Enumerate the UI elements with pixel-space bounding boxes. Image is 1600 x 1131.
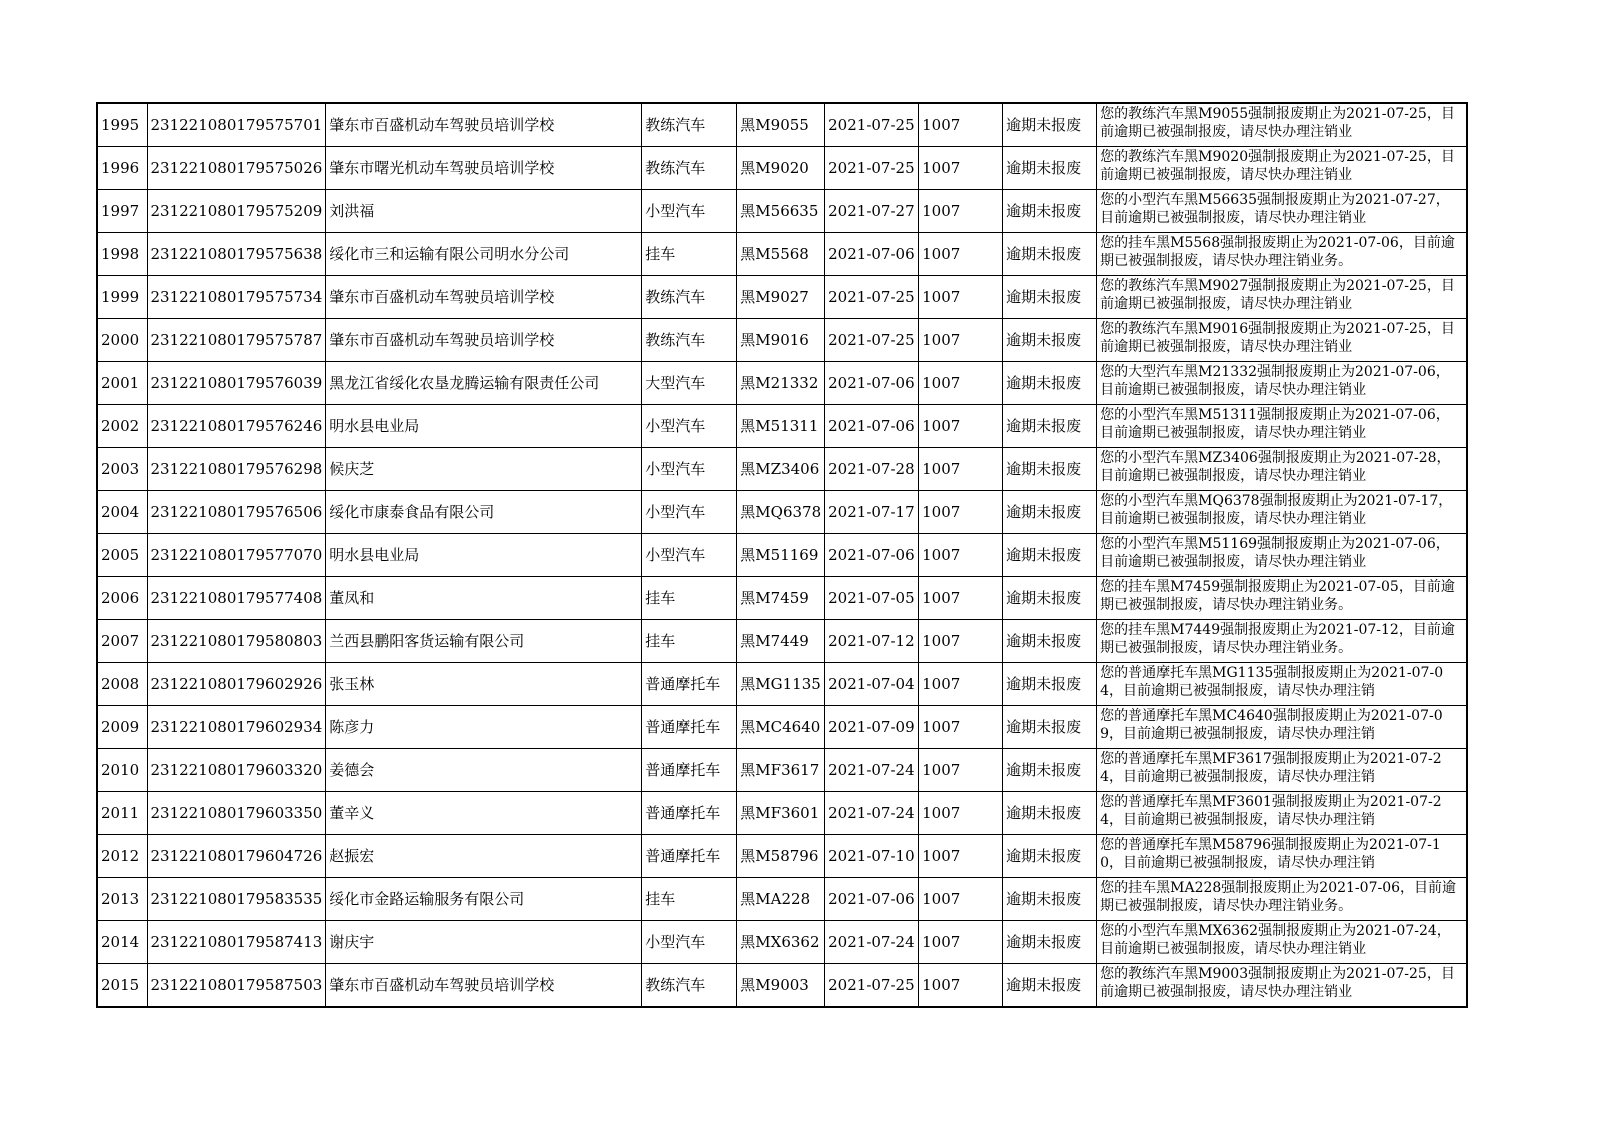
cell-serial-number: 2013 (97, 878, 147, 921)
cell-plate-number: 黑M9055 (737, 103, 825, 147)
cell-owner-name: 刘洪福 (326, 190, 642, 233)
cell-status: 逾期未报废 (1003, 103, 1097, 147)
cell-plate-number: 黑MQ6378 (737, 491, 825, 534)
cell-serial-number: 2008 (97, 663, 147, 706)
cell-record-id: 231221080179583535 (147, 878, 326, 921)
cell-serial-number: 2010 (97, 749, 147, 792)
table-row (97, 362, 1467, 405)
cell-plate-number: 黑M9027 (737, 276, 825, 319)
cell-plate-number: 黑M5568 (737, 233, 825, 276)
cell-record-id: 231221080179575638 (147, 233, 326, 276)
cell-owner-name: 肇东市百盛机动车驾驶员培训学校 (326, 103, 642, 147)
cell-serial-number: 1996 (97, 147, 147, 190)
cell-record-id: 231221080179587413 (147, 921, 326, 964)
cell-vehicle-type: 教练汽车 (642, 964, 737, 1008)
cell-plate-number: 黑M9016 (737, 319, 825, 362)
cell-owner-name: 绥化市三和运输有限公司明水分公司 (326, 233, 642, 276)
cell-owner-name: 候庆芝 (326, 448, 642, 491)
cell-record-id: 231221080179602926 (147, 663, 326, 706)
notice-message-text: 您的小型汽车黑M51311强制报废期止为2021-07-06，目前逾期已被强制报废，请尽快办理注销业 (1100, 407, 1450, 441)
table-row (97, 233, 1467, 276)
cell-vehicle-type: 普通摩托车 (642, 792, 737, 835)
cell-plate-number: 黑M9020 (737, 147, 825, 190)
cell-notice-message (1097, 706, 1467, 749)
cell-code: 1007 (919, 491, 1003, 534)
notice-message-text: 您的普通摩托车黑MF3617强制报废期止为2021-07-24，目前逾期已被强制报废，请尽快办理注销 (1100, 751, 1442, 785)
cell-notice-message (1097, 362, 1467, 405)
cell-owner-name: 黑龙江省绥化农垦龙腾运输有限责任公司 (326, 362, 642, 405)
cell-status: 逾期未报废 (1003, 792, 1097, 835)
notice-message-text: 您的教练汽车黑M9016强制报废期止为2021-07-25，目前逾期已被强制报废，请尽快办理注销业 (1100, 321, 1455, 355)
cell-status: 逾期未报废 (1003, 663, 1097, 706)
table-row (97, 749, 1467, 792)
cell-code: 1007 (919, 103, 1003, 147)
cell-notice-message (1097, 448, 1467, 491)
cell-vehicle-type: 小型汽车 (642, 921, 737, 964)
cell-vehicle-type: 挂车 (642, 878, 737, 921)
cell-notice-message (1097, 405, 1467, 448)
cell-status: 逾期未报废 (1003, 921, 1097, 964)
cell-vehicle-type: 小型汽车 (642, 534, 737, 577)
cell-notice-message (1097, 233, 1467, 276)
cell-notice-message (1097, 534, 1467, 577)
cell-plate-number: 黑MF3601 (737, 792, 825, 835)
cell-notice-message (1097, 319, 1467, 362)
cell-serial-number: 2001 (97, 362, 147, 405)
cell-owner-name: 肇东市百盛机动车驾驶员培训学校 (326, 964, 642, 1008)
table-row (97, 448, 1467, 491)
cell-notice-message (1097, 878, 1467, 921)
cell-plate-number: 黑M58796 (737, 835, 825, 878)
cell-status: 逾期未报废 (1003, 706, 1097, 749)
cell-owner-name: 肇东市曙光机动车驾驶员培训学校 (326, 147, 642, 190)
cell-owner-name: 绥化市金路运输服务有限公司 (326, 878, 642, 921)
table-row (97, 706, 1467, 749)
cell-serial-number: 2004 (97, 491, 147, 534)
cell-owner-name: 赵振宏 (326, 835, 642, 878)
notice-message-text: 您的小型汽车黑MQ6378强制报废期止为2021-07-17，目前逾期已被强制报废，请尽快办理注销业 (1100, 493, 1453, 527)
notice-message-text: 您的挂车黑M7449强制报废期止为2021-07-12，目前逾期已被强制报废，请尽快办理注销业务。 (1100, 622, 1455, 656)
cell-vehicle-type: 小型汽车 (642, 405, 737, 448)
notice-message-text: 您的挂车黑M7459强制报废期止为2021-07-05，目前逾期已被强制报废，请尽快办理注销业务。 (1100, 579, 1455, 613)
cell-plate-number: 黑MX6362 (737, 921, 825, 964)
cell-owner-name: 董凤和 (326, 577, 642, 620)
cell-scrap-date: 2021-07-27 (825, 190, 919, 233)
notice-message-text: 您的普通摩托车黑MC4640强制报废期止为2021-07-09，目前逾期已被强制报废，请尽快办理注销 (1100, 708, 1443, 742)
notice-message-text: 您的小型汽车黑M56635强制报废期止为2021-07-27，目前逾期已被强制报废，请尽快办理注销业 (1100, 192, 1450, 226)
cell-vehicle-type: 小型汽车 (642, 448, 737, 491)
cell-serial-number: 2002 (97, 405, 147, 448)
cell-scrap-date: 2021-07-04 (825, 663, 919, 706)
cell-plate-number: 黑M7449 (737, 620, 825, 663)
cell-scrap-date: 2021-07-25 (825, 103, 919, 147)
cell-status: 逾期未报废 (1003, 835, 1097, 878)
cell-record-id: 231221080179602934 (147, 706, 326, 749)
cell-plate-number: 黑MG1135 (737, 663, 825, 706)
cell-status: 逾期未报废 (1003, 534, 1097, 577)
cell-plate-number: 黑MF3617 (737, 749, 825, 792)
cell-owner-name: 姜德会 (326, 749, 642, 792)
cell-scrap-date: 2021-07-25 (825, 319, 919, 362)
cell-vehicle-type: 教练汽车 (642, 319, 737, 362)
cell-notice-message (1097, 190, 1467, 233)
cell-code: 1007 (919, 749, 1003, 792)
cell-code: 1007 (919, 233, 1003, 276)
notice-message-text: 您的普通摩托车黑M58796强制报废期止为2021-07-10，目前逾期已被强制报废，请尽快办理注销 (1100, 837, 1441, 871)
cell-notice-message (1097, 620, 1467, 663)
cell-record-id: 231221080179603320 (147, 749, 326, 792)
vehicle-scrap-table (96, 102, 1468, 1008)
cell-owner-name: 肇东市百盛机动车驾驶员培训学校 (326, 276, 642, 319)
cell-vehicle-type: 教练汽车 (642, 276, 737, 319)
cell-status: 逾期未报废 (1003, 964, 1097, 1008)
cell-notice-message (1097, 921, 1467, 964)
cell-vehicle-type: 挂车 (642, 620, 737, 663)
cell-code: 1007 (919, 835, 1003, 878)
cell-code: 1007 (919, 147, 1003, 190)
cell-status: 逾期未报废 (1003, 319, 1097, 362)
cell-status: 逾期未报废 (1003, 190, 1097, 233)
table-row (97, 534, 1467, 577)
cell-code: 1007 (919, 964, 1003, 1008)
cell-notice-message (1097, 577, 1467, 620)
cell-notice-message (1097, 792, 1467, 835)
cell-status: 逾期未报废 (1003, 577, 1097, 620)
cell-status: 逾期未报废 (1003, 362, 1097, 405)
cell-record-id: 231221080179576039 (147, 362, 326, 405)
cell-record-id: 231221080179577408 (147, 577, 326, 620)
notice-message-text: 您的挂车黑MA228强制报废期止为2021-07-06，目前逾期已被强制报废，请尽快办理注销业务。 (1100, 880, 1457, 914)
table-row (97, 577, 1467, 620)
cell-notice-message (1097, 663, 1467, 706)
cell-serial-number: 2012 (97, 835, 147, 878)
cell-record-id: 231221080179576506 (147, 491, 326, 534)
notice-message-text: 您的大型汽车黑M21332强制报废期止为2021-07-06，目前逾期已被强制报废，请尽快办理注销业 (1100, 364, 1450, 398)
cell-vehicle-type: 普通摩托车 (642, 706, 737, 749)
cell-plate-number: 黑MZ3406 (737, 448, 825, 491)
cell-code: 1007 (919, 190, 1003, 233)
table-row (97, 319, 1467, 362)
table-row (97, 620, 1467, 663)
cell-owner-name: 谢庆宇 (326, 921, 642, 964)
cell-code: 1007 (919, 921, 1003, 964)
table-row (97, 964, 1467, 1008)
cell-code: 1007 (919, 792, 1003, 835)
cell-status: 逾期未报废 (1003, 276, 1097, 319)
cell-serial-number: 1997 (97, 190, 147, 233)
cell-code: 1007 (919, 362, 1003, 405)
cell-vehicle-type: 普通摩托车 (642, 663, 737, 706)
notice-message-text: 您的教练汽车黑M9027强制报废期止为2021-07-25，目前逾期已被强制报废，请尽快办理注销业 (1100, 278, 1455, 312)
cell-code: 1007 (919, 663, 1003, 706)
cell-scrap-date: 2021-07-24 (825, 792, 919, 835)
cell-code: 1007 (919, 405, 1003, 448)
cell-serial-number: 1995 (97, 103, 147, 147)
table-row (97, 921, 1467, 964)
notice-message-text: 您的挂车黑M5568强制报废期止为2021-07-06，目前逾期已被强制报废，请尽快办理注销业务。 (1100, 235, 1455, 269)
cell-serial-number: 1998 (97, 233, 147, 276)
table-row (97, 835, 1467, 878)
cell-scrap-date: 2021-07-10 (825, 835, 919, 878)
cell-scrap-date: 2021-07-17 (825, 491, 919, 534)
cell-scrap-date: 2021-07-06 (825, 362, 919, 405)
cell-code: 1007 (919, 878, 1003, 921)
table-row (97, 103, 1467, 147)
cell-status: 逾期未报废 (1003, 491, 1097, 534)
cell-code: 1007 (919, 706, 1003, 749)
cell-notice-message (1097, 491, 1467, 534)
cell-serial-number: 2014 (97, 921, 147, 964)
cell-record-id: 231221080179575734 (147, 276, 326, 319)
notice-message-text: 您的教练汽车黑M9003强制报废期止为2021-07-25，目前逾期已被强制报废，请尽快办理注销业 (1100, 966, 1455, 1000)
notice-message-text: 您的教练汽车黑M9020强制报废期止为2021-07-25，目前逾期已被强制报废，请尽快办理注销业 (1100, 149, 1455, 183)
cell-scrap-date: 2021-07-06 (825, 405, 919, 448)
cell-vehicle-type: 普通摩托车 (642, 835, 737, 878)
notice-message-text: 您的小型汽车黑MX6362强制报废期止为2021-07-24，目前逾期已被强制报废，请尽快办理注销业 (1100, 923, 1451, 957)
cell-record-id: 231221080179576298 (147, 448, 326, 491)
cell-scrap-date: 2021-07-28 (825, 448, 919, 491)
table-row (97, 663, 1467, 706)
cell-owner-name: 肇东市百盛机动车驾驶员培训学校 (326, 319, 642, 362)
cell-status: 逾期未报废 (1003, 405, 1097, 448)
cell-notice-message (1097, 147, 1467, 190)
cell-plate-number: 黑M21332 (737, 362, 825, 405)
cell-record-id: 231221080179575787 (147, 319, 326, 362)
cell-notice-message (1097, 749, 1467, 792)
cell-scrap-date: 2021-07-24 (825, 749, 919, 792)
cell-scrap-date: 2021-07-09 (825, 706, 919, 749)
cell-plate-number: 黑M9003 (737, 964, 825, 1008)
cell-record-id: 231221080179575701 (147, 103, 326, 147)
cell-owner-name: 陈彦力 (326, 706, 642, 749)
cell-record-id: 231221080179575026 (147, 147, 326, 190)
cell-code: 1007 (919, 620, 1003, 663)
cell-serial-number: 2000 (97, 319, 147, 362)
cell-scrap-date: 2021-07-25 (825, 147, 919, 190)
cell-serial-number: 2015 (97, 964, 147, 1008)
cell-record-id: 231221080179575209 (147, 190, 326, 233)
table-row (97, 405, 1467, 448)
cell-plate-number: 黑M51169 (737, 534, 825, 577)
cell-serial-number: 2006 (97, 577, 147, 620)
cell-scrap-date: 2021-07-24 (825, 921, 919, 964)
cell-scrap-date: 2021-07-25 (825, 964, 919, 1008)
cell-status: 逾期未报废 (1003, 448, 1097, 491)
cell-owner-name: 绥化市康泰食品有限公司 (326, 491, 642, 534)
cell-plate-number: 黑M7459 (737, 577, 825, 620)
cell-record-id: 231221080179577070 (147, 534, 326, 577)
cell-status: 逾期未报废 (1003, 233, 1097, 276)
table-row (97, 792, 1467, 835)
cell-record-id: 231221080179587503 (147, 964, 326, 1008)
cell-scrap-date: 2021-07-12 (825, 620, 919, 663)
cell-vehicle-type: 挂车 (642, 233, 737, 276)
notice-message-text: 您的教练汽车黑M9055强制报废期止为2021-07-25，目前逾期已被强制报废，请尽快办理注销业 (1100, 106, 1455, 140)
notice-message-text: 您的小型汽车黑MZ3406强制报废期止为2021-07-28，目前逾期已被强制报废，请尽快办理注销业 (1100, 450, 1451, 484)
cell-code: 1007 (919, 448, 1003, 491)
cell-code: 1007 (919, 319, 1003, 362)
cell-status: 逾期未报废 (1003, 749, 1097, 792)
notice-message-text: 您的小型汽车黑M51169强制报废期止为2021-07-06，目前逾期已被强制报废，请尽快办理注销业 (1100, 536, 1450, 570)
cell-owner-name: 明水县电业局 (326, 405, 642, 448)
cell-notice-message (1097, 276, 1467, 319)
cell-code: 1007 (919, 276, 1003, 319)
cell-plate-number: 黑MA228 (737, 878, 825, 921)
cell-code: 1007 (919, 577, 1003, 620)
cell-plate-number: 黑MC4640 (737, 706, 825, 749)
cell-record-id: 231221080179576246 (147, 405, 326, 448)
cell-vehicle-type: 小型汽车 (642, 190, 737, 233)
cell-serial-number: 2011 (97, 792, 147, 835)
cell-vehicle-type: 小型汽车 (642, 491, 737, 534)
cell-scrap-date: 2021-07-06 (825, 233, 919, 276)
cell-plate-number: 黑M51311 (737, 405, 825, 448)
cell-notice-message (1097, 964, 1467, 1008)
notice-message-text: 您的普通摩托车黑MF3601强制报废期止为2021-07-24，目前逾期已被强制报废，请尽快办理注销 (1100, 794, 1442, 828)
cell-serial-number: 2005 (97, 534, 147, 577)
cell-serial-number: 2007 (97, 620, 147, 663)
cell-vehicle-type: 教练汽车 (642, 147, 737, 190)
cell-vehicle-type: 教练汽车 (642, 103, 737, 147)
cell-record-id: 231221080179604726 (147, 835, 326, 878)
cell-serial-number: 1999 (97, 276, 147, 319)
notice-message-text: 您的普通摩托车黑MG1135强制报废期止为2021-07-04，目前逾期已被强制报废，请尽快办理注销 (1100, 665, 1444, 699)
cell-status: 逾期未报废 (1003, 147, 1097, 190)
cell-vehicle-type: 大型汽车 (642, 362, 737, 405)
cell-plate-number: 黑M56635 (737, 190, 825, 233)
cell-record-id: 231221080179580803 (147, 620, 326, 663)
table-row (97, 276, 1467, 319)
table-row (97, 190, 1467, 233)
cell-notice-message (1097, 835, 1467, 878)
cell-record-id: 231221080179603350 (147, 792, 326, 835)
cell-scrap-date: 2021-07-06 (825, 878, 919, 921)
cell-scrap-date: 2021-07-05 (825, 577, 919, 620)
cell-code: 1007 (919, 534, 1003, 577)
cell-status: 逾期未报废 (1003, 878, 1097, 921)
cell-serial-number: 2009 (97, 706, 147, 749)
cell-notice-message (1097, 103, 1467, 147)
table-row (97, 491, 1467, 534)
cell-owner-name: 董辛义 (326, 792, 642, 835)
cell-owner-name: 兰西县鹏阳客货运输有限公司 (326, 620, 642, 663)
cell-serial-number: 2003 (97, 448, 147, 491)
cell-status: 逾期未报废 (1003, 620, 1097, 663)
table-row (97, 878, 1467, 921)
cell-scrap-date: 2021-07-06 (825, 534, 919, 577)
cell-scrap-date: 2021-07-25 (825, 276, 919, 319)
cell-vehicle-type: 挂车 (642, 577, 737, 620)
cell-vehicle-type: 普通摩托车 (642, 749, 737, 792)
cell-owner-name: 张玉林 (326, 663, 642, 706)
table-body (97, 103, 1467, 1007)
table-row (97, 147, 1467, 190)
cell-owner-name: 明水县电业局 (326, 534, 642, 577)
